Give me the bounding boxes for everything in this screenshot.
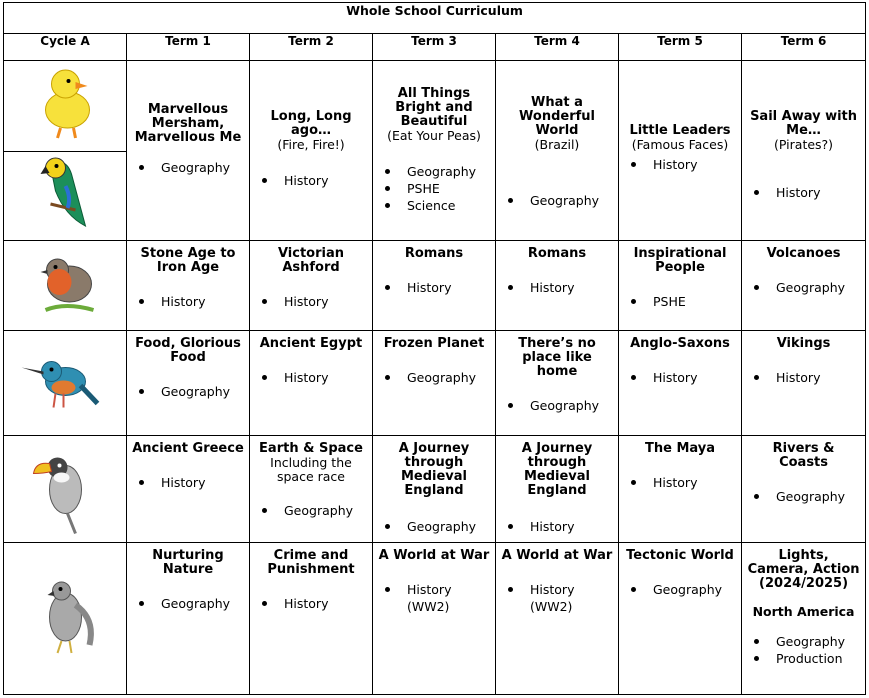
subject-item: Geography	[137, 383, 245, 400]
subject-item: History	[137, 293, 245, 310]
subject-item: Geography	[383, 518, 491, 535]
subject-item: Geography	[752, 633, 861, 650]
topic-cell	[373, 241, 496, 331]
header-term-4: Term 4	[496, 34, 619, 61]
subject-list	[500, 518, 614, 535]
topic-subtitle: North America	[752, 604, 855, 619]
subject-list	[500, 192, 614, 209]
subject-item: PSHE	[383, 180, 491, 197]
subject-item: Geography	[383, 369, 491, 386]
topic-cell	[496, 61, 619, 241]
topic-cell	[742, 543, 866, 695]
topic-title: Stone Age to Iron Age	[140, 246, 236, 275]
topic-title: Marvellous Mersham, Marvellous Me	[134, 102, 242, 145]
topic-cell	[250, 331, 373, 436]
subject-list	[377, 369, 491, 386]
header-term-5: Term 5	[619, 34, 742, 61]
header-term-2: Term 2	[250, 34, 373, 61]
subject-item: Geography	[260, 502, 368, 519]
topic-subtitle: (Pirates?)	[774, 137, 834, 152]
topic-title: Inspirational People	[633, 246, 727, 275]
subject-list	[254, 595, 368, 612]
topic-subtitle: (Eat Your Peas)	[387, 128, 481, 143]
subject-list	[746, 279, 861, 296]
topic-title: Rivers & Coasts	[772, 441, 835, 470]
topic-cell	[619, 61, 742, 241]
subject-item: History	[260, 369, 368, 386]
subject-list	[377, 163, 491, 214]
topic-subtitle: (Fire, Fire!)	[277, 137, 345, 152]
topic-cell	[742, 331, 866, 436]
topic-cell	[373, 543, 496, 695]
topic-cell	[496, 436, 619, 543]
topic-title: A Journey through Medieval England	[398, 441, 470, 498]
subject-item: History	[752, 369, 861, 386]
topic-title: Tectonic World	[626, 548, 734, 563]
subject-list	[254, 502, 368, 519]
subject-item: History	[260, 172, 368, 189]
topic-subtitle: Including the space race	[270, 455, 352, 484]
topic-title: Ancient Greece	[132, 441, 244, 456]
bird-illustration-cell	[4, 331, 127, 436]
topic-subtitle: (Famous Faces)	[631, 137, 729, 152]
topic-cell	[619, 543, 742, 695]
duckling-icon	[4, 61, 127, 151]
topic-title: Ancient Egypt	[259, 336, 363, 351]
header-term-3: Term 3	[373, 34, 496, 61]
table-row	[4, 543, 866, 695]
topic-subtitle: (Brazil)	[534, 137, 580, 152]
toucan-icon	[4, 436, 127, 543]
topic-cell	[742, 241, 866, 331]
kingfisher-icon	[4, 331, 127, 436]
subject-list	[254, 293, 368, 310]
subject-list	[131, 383, 245, 400]
subject-item: Geography	[629, 581, 737, 598]
topic-title: Nurturing Nature	[152, 548, 224, 577]
topic-cell	[742, 436, 866, 543]
table-row	[4, 331, 866, 436]
subject-list	[377, 279, 491, 296]
bird-illustration-cell	[4, 241, 127, 331]
topic-cell	[619, 241, 742, 331]
subject-item: History	[506, 518, 614, 535]
topic-title: A Journey through Medieval England	[521, 441, 593, 498]
subject-item: History	[383, 279, 491, 296]
topic-title: Frozen Planet	[383, 336, 485, 351]
subject-list	[746, 488, 861, 505]
subject-list	[746, 633, 861, 667]
subject-list	[623, 474, 737, 491]
topic-title: Long, Long ago…	[270, 109, 352, 138]
subject-list	[746, 369, 861, 386]
subject-item: History	[137, 474, 245, 491]
topic-title: Little Leaders	[629, 123, 731, 138]
topic-title: A World at War	[378, 548, 490, 563]
subject-list	[623, 369, 737, 386]
subject-item: Geography	[752, 488, 861, 505]
subject-list	[623, 156, 737, 173]
topic-title: Food, Glorious Food	[135, 336, 241, 365]
subject-item: History (WW2)	[506, 581, 614, 615]
topic-cell	[373, 331, 496, 436]
subject-list	[377, 581, 491, 615]
subject-item: History	[629, 156, 737, 173]
topic-cell	[127, 543, 250, 695]
topic-title: Earth & Space	[259, 441, 363, 456]
topic-title: Sail Away with Me…	[750, 109, 858, 138]
subject-item: Science	[383, 197, 491, 214]
subject-list	[254, 369, 368, 386]
subject-list	[623, 581, 737, 598]
subject-item: History	[629, 369, 737, 386]
subject-item: Geography	[137, 595, 245, 612]
topic-cell	[496, 241, 619, 331]
topic-title: All Things Bright and Beautiful	[395, 86, 473, 129]
topic-title: Romans	[404, 246, 464, 261]
subject-list	[746, 184, 861, 201]
subject-list	[500, 581, 614, 615]
topic-title: Vikings	[776, 336, 831, 351]
topic-cell	[250, 436, 373, 543]
topic-title: What a Wonderful World	[519, 95, 595, 138]
topic-title: Anglo-Saxons	[630, 336, 730, 351]
subject-list	[377, 518, 491, 535]
topic-cell	[250, 61, 373, 241]
subject-item: History (WW2)	[383, 581, 491, 615]
header-row	[4, 34, 866, 61]
subject-item: Geography	[752, 279, 861, 296]
bird-illustration-cell	[4, 543, 127, 695]
topic-cell	[619, 331, 742, 436]
topic-title: The Maya	[644, 441, 716, 456]
topic-cell	[373, 61, 496, 241]
topic-cell	[250, 543, 373, 695]
subject-list	[500, 279, 614, 296]
table-row	[4, 241, 866, 331]
header-term-6: Term 6	[742, 34, 866, 61]
topic-cell	[127, 241, 250, 331]
subject-list	[254, 172, 368, 189]
topic-title: There’s no place like home	[518, 336, 596, 379]
topic-cell	[619, 436, 742, 543]
table-title: Whole School Curriculum	[4, 3, 866, 34]
subject-list	[131, 474, 245, 491]
subject-item: PSHE	[629, 293, 737, 310]
table-row	[4, 61, 866, 241]
subject-item: History	[260, 293, 368, 310]
topic-cell	[496, 331, 619, 436]
subject-list	[131, 595, 245, 612]
subject-list	[500, 397, 614, 414]
subject-list	[623, 293, 737, 310]
parrot-icon	[4, 152, 127, 240]
subject-list	[131, 159, 245, 176]
subject-item: Production	[752, 650, 861, 667]
subject-item: History	[506, 279, 614, 296]
topic-title: Crime and Punishment	[267, 548, 355, 577]
topic-cell	[496, 543, 619, 695]
robin-icon	[4, 241, 127, 331]
header-term-1: Term 1	[127, 34, 250, 61]
topic-title: Lights, Camera, Action (2024/2025)	[747, 548, 860, 591]
header-cycle: Cycle A	[4, 34, 127, 61]
topic-cell	[127, 331, 250, 436]
hawk-icon	[4, 543, 127, 695]
subject-item: Geography	[506, 192, 614, 209]
curriculum-table	[3, 2, 866, 695]
topic-title: A World at War	[501, 548, 613, 563]
table-row	[4, 436, 866, 543]
topic-cell	[373, 436, 496, 543]
topic-title: Romans	[527, 246, 587, 261]
subject-item: Geography	[137, 159, 245, 176]
subject-list	[131, 293, 245, 310]
bird-illustration-cell	[4, 61, 127, 241]
topic-cell	[127, 61, 250, 241]
topic-cell	[250, 241, 373, 331]
subject-item: History	[260, 595, 368, 612]
subject-item: History	[752, 184, 861, 201]
topic-title: Victorian Ashford	[277, 246, 345, 275]
topic-title: Volcanoes	[766, 246, 841, 261]
subject-item: Geography	[506, 397, 614, 414]
topic-cell	[127, 436, 250, 543]
bird-illustration-cell	[4, 436, 127, 543]
subject-item: History	[629, 474, 737, 491]
subject-item: Geography	[383, 163, 491, 180]
topic-cell	[742, 61, 866, 241]
